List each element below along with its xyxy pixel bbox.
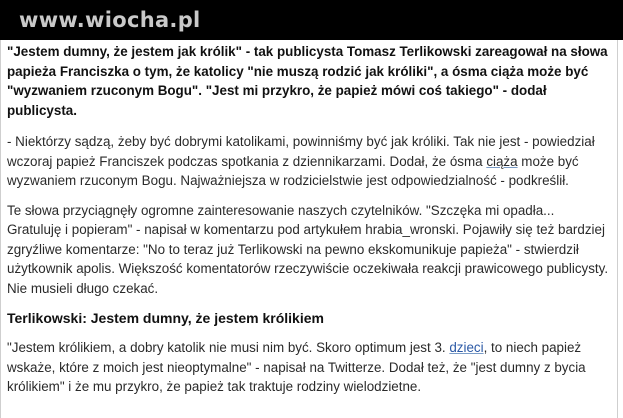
paragraph-text: , to niech papież wskaże, które z moich jest nieoptymalne" - napisał na Twitterze. Dodał też, że "jest dumny z bycia królikiem" i że mu przykro, że papież tak traktuje rodziny wielodzietne.: [7, 340, 586, 394]
spacer: [7, 298, 611, 308]
site-header: [0, 0, 623, 40]
section-heading: Terlikowski: Jestem dumny, że jestem królikiem: [7, 310, 324, 326]
keyword-link-dzieci[interactable]: dzieci: [449, 340, 484, 355]
paragraph-text: "Jestem królikiem, a dobry katolik nie musi nim być. Skoro optimum jest 3.: [7, 340, 450, 355]
article-paragraph-3: [7, 338, 611, 397]
article-content: [0, 40, 618, 418]
paragraph-text: - Niektórzy sądzą, żeby być dobrymi katolikami, powinniśmy być jak króliki. Tak nie jest - powiedział wczoraj papież Franciszek podczas spotkania z dziennikarzami. Dodał, że ósma: [7, 134, 595, 169]
article-lead: "Jestem dumny, że jestem jak królik" - tak publicysta Tomasz Terlikowski zareagował na słowa papieża Franciszka o tym, że katolicy "nie muszą rodzić jak króliki", a ósma ciąża może być "wyzwaniem rzuconym Bogu". "Jest mi przykro, że papież mówi coś takiego" - dodał publicysta.: [7, 44, 608, 118]
keyword-link-ciaza[interactable]: ciąża: [486, 153, 518, 169]
spacer: [7, 120, 611, 132]
article-paragraph-2: Te słowa przyciągnęły ogromne zainteresowanie naszych czytelników. "Szczęka mi opadła... Gratuluję i popieram" - napisał w komentarzu pod artykułem hrabia_wronski. Pojawiły się też bardziej zgryźliwe komentarze: "No to teraz już Terlikowski na pewno ekskomunikuje papieża" - stwierdził użytkownik apolis. Większość komentatorów rzeczywiście oczekiwała reakcji prawicowego publicysty. Nie musieli długo czekać.: [7, 202, 609, 296]
spacer: [7, 328, 611, 338]
spacer: [7, 191, 611, 201]
paragraph-text: może być wyzwaniem rzuconym Bogu. Najważniejsza w rodzicielstwie jest odpowiedzialność - podkreślił.: [7, 153, 579, 188]
site-logo[interactable]: www.wiocha.pl: [19, 8, 201, 32]
article-paragraph-1: [7, 132, 611, 191]
